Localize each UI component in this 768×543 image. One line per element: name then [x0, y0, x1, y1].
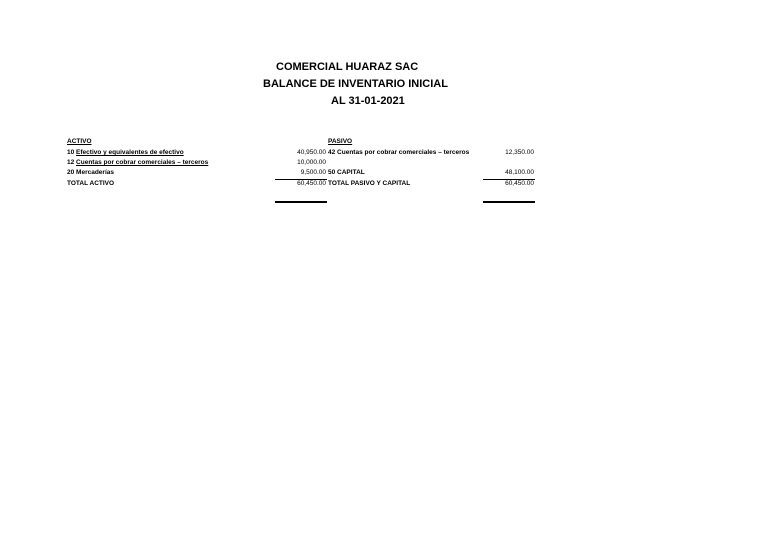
pasivo-total-amount: 60,450.00 — [505, 180, 534, 187]
activo-total-amount: 60,450.00 — [297, 180, 326, 187]
activo-row-2-label: Cuentas por cobrar comerciales – terceros — [76, 159, 209, 166]
activo-heading: ACTIVO — [67, 138, 92, 145]
activo-row-1-amount: 40,950.00 — [297, 149, 326, 156]
activo-total-label: TOTAL ACTIVO — [67, 180, 115, 187]
activo-row-2-code: 12 — [67, 159, 75, 166]
pasivo-row-1-label: Cuentas por cobrar comerciales – terceros — [337, 149, 470, 156]
company-title: COMERCIAL HUARAZ SAC — [276, 61, 419, 73]
pasivo-total-label: TOTAL PASIVO Y CAPITAL — [328, 180, 411, 187]
activo-row-2-amount: 10,000.00 — [297, 159, 326, 166]
pasivo-row-1-code: 42 — [328, 149, 336, 156]
pasivo-row-2-amount: 48,100.00 — [505, 169, 534, 176]
pasivo-row-1-amount: 12,350.00 — [505, 149, 534, 156]
activo-row-1-label: Efectivo y equivalentes de efectivo — [76, 149, 184, 156]
pasivo-row-2 — [328, 170, 365, 177]
pasivo-total-double-rule — [483, 201, 535, 203]
pasivo-row-2-code: 50 — [328, 169, 336, 176]
report-title: BALANCE DE INVENTARIO INICIAL — [263, 78, 448, 90]
activo-row-3-amount: 9,500.00 — [300, 169, 326, 176]
activo-row-3-label: Mercaderías — [76, 169, 114, 176]
activo-row-1 — [67, 150, 184, 157]
activo-row-3-code: 20 — [67, 169, 75, 176]
activo-row-2 — [67, 160, 208, 167]
report-date: AL 31-01-2021 — [331, 95, 405, 107]
pasivo-heading: PASIVO — [328, 138, 353, 145]
activo-total-double-rule — [275, 201, 327, 203]
activo-row-3 — [67, 170, 114, 177]
activo-row-1-code: 10 — [67, 149, 75, 156]
pasivo-row-2-label: CAPITAL — [337, 169, 365, 176]
pasivo-row-1 — [328, 150, 469, 157]
